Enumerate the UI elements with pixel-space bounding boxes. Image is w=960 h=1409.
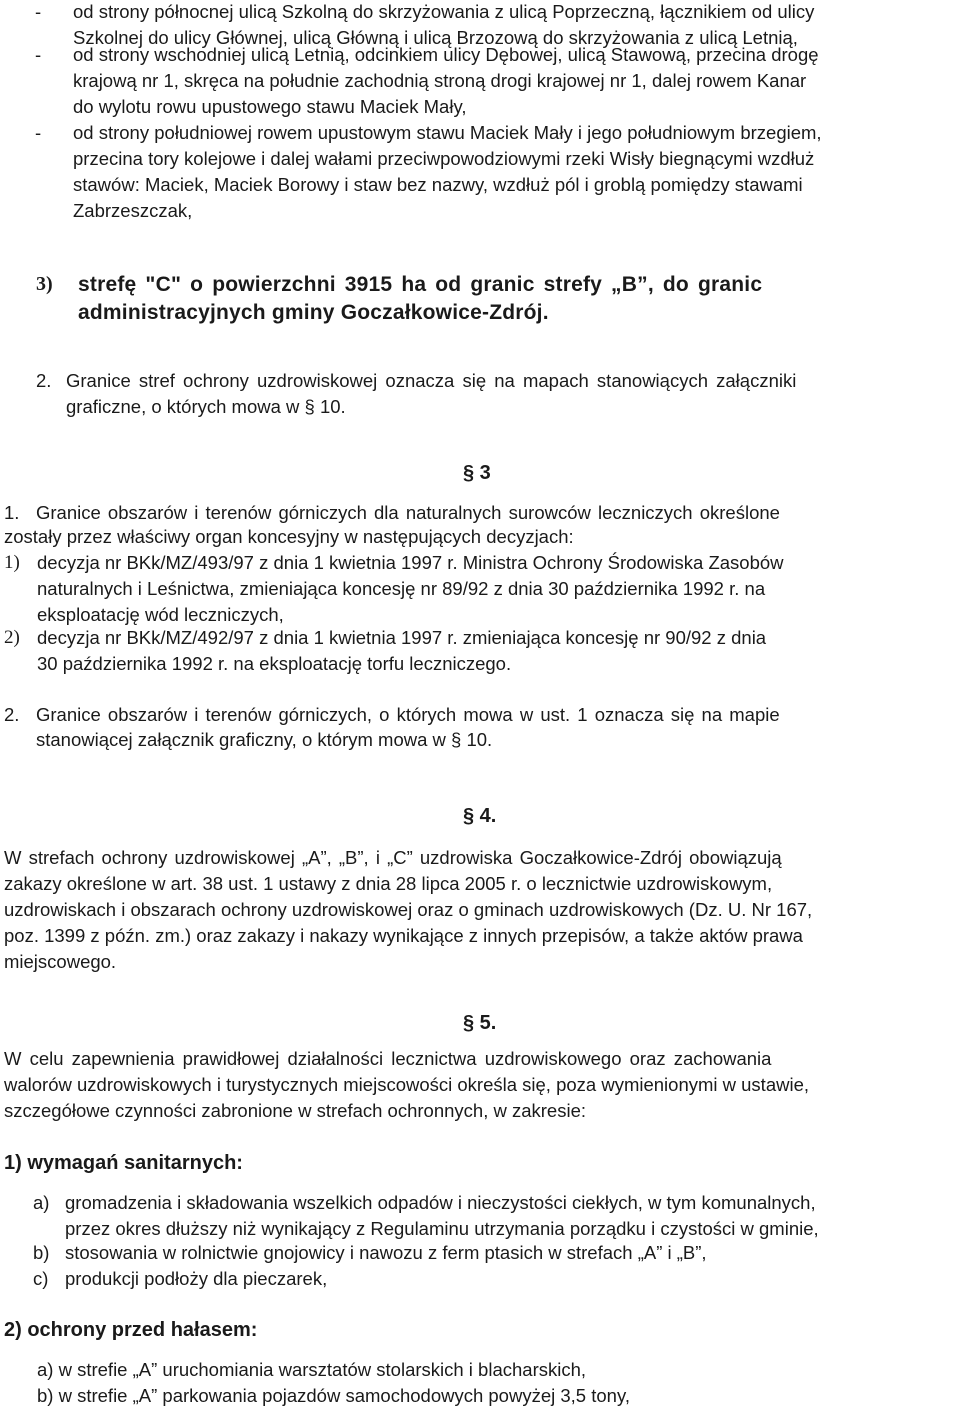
text-line: od strony wschodniej ulicą Letnią, odcinkiem ulicy Dębowej, ulicą Stawową, przecina drogę [73, 44, 819, 65]
paragraph-number: 1. [4, 502, 20, 523]
subsection-heading: 2) ochrony przed hałasem: [4, 1319, 258, 1341]
text-line: Granice stref ochrony uzdrowiskowej oznacza się na mapach stanowiących załączniki [66, 370, 797, 391]
text-line: do wylotu rowu upustowego stawu Maciek Mały, [73, 96, 467, 117]
list-dash: - [35, 1, 42, 22]
list-dash: - [35, 44, 42, 65]
text-line: naturalnych i Leśnictwa, zmieniająca koncesję nr 89/92 z dnia 30 października 1992 r. na [37, 578, 766, 599]
list-item: b) w strefie „A” parkowania pojazdów samochodowych powyżej 3,5 tony, [37, 1385, 630, 1406]
text-line: Szkolnej do ulicy Głównej, ulicą Główną i ulicą Brzozową do skrzyżowania z ulicą Letnią, [73, 27, 798, 48]
item-label: b) [33, 1242, 50, 1263]
section-title: § 5. [463, 1012, 497, 1034]
text-line: od strony północnej ulicą Szkolną do skrzyżowania z ulicą Poprzeczną, łącznikiem od ulicy [73, 1, 815, 22]
noise-list [37, 1357, 957, 1409]
paragraph-number: 2. [4, 704, 20, 725]
item-number: 3) [36, 273, 53, 295]
text-line: Granice obszarów i terenów górniczych, o których mowa w ust. 1 oznacza się na mapie [36, 704, 780, 725]
text-line: przecina tory kolejowe i dalej wałami przeciwpowodziowymi rzeki Wisły biegnącymi wzdłuż [73, 148, 815, 169]
text-line: 30 października 1992 r. na eksploatację torfu leczniczego. [37, 653, 512, 674]
item-label: 2) [4, 627, 20, 648]
zone-c-line: administracyjnych gminy Goczałkowice-Zdrój. [78, 301, 549, 324]
text-line: W strefach ochrony uzdrowiskowej „A”, „B”, i „C” uzdrowiska Goczałkowice-Zdrój obowiązują [4, 847, 782, 868]
text-line: W celu zapewnienia prawidłowej działalności lecznictwa uzdrowiskowego oraz zachowania [4, 1048, 772, 1069]
text-line: zakazy określone w art. 38 ust. 1 ustawy z dnia 28 lipca 2005 r. o lecznictwie uzdrowiskowym, [4, 873, 773, 894]
text-line: miejscowego. [4, 951, 117, 972]
list-item: a) w strefie „A” uruchomiania warsztatów stolarskich i blacharskich, [37, 1359, 587, 1380]
paragraph-number: 2. [36, 370, 52, 391]
text-line: stawów: Maciek, Maciek Borowy i staw bez nazwy, wzdłuż pól i groblą pomiędzy stawami [73, 174, 803, 195]
subsection-heading: 1) wymagań sanitarnych: [4, 1152, 243, 1174]
text-line: stosowania w rolnictwie gnojowicy i nawozu z ferm ptasich w strefach „A” i „B”, [65, 1242, 707, 1263]
zone-c-line: strefę "C" o powierzchni 3915 ha od granic strefy „B”, do granic [78, 273, 763, 296]
text-line: walorów uzdrowiskowych i turystycznych miejscowości określa się, poza wymienionymi w ustawie, [4, 1074, 810, 1095]
text-line: decyzja nr BKk/MZ/492/97 z dnia 1 kwietnia 1997 r. zmieniająca koncesję nr 90/92 z dnia [37, 627, 767, 648]
text-line: szczegółowe czynności zabronione w strefach ochronnych, w zakresie: [4, 1100, 587, 1121]
text-line: stanowiącej załącznik graficzny, o którym mowa w § 10. [36, 729, 493, 750]
text-line: produkcji podłoży dla pieczarek, [65, 1268, 328, 1289]
item-label: c) [33, 1268, 49, 1289]
text-line: zostały przez właściwy organ koncesyjny w następujących decyzjach: [4, 526, 574, 547]
section-5-intro [4, 1046, 958, 1124]
text-line: Granice obszarów i terenów górniczych dla naturalnych surowców leczniczych określone [36, 502, 780, 523]
text-line: Zabrzeszczak, [73, 200, 193, 221]
text-line: poz. 1399 z późn. zm.) oraz zakazy i nakazy wynikające z innych przepisów, a także aktów prawa [4, 925, 803, 946]
section-title: § 4. [463, 805, 497, 827]
text-line: uzdrowiskach i obszarach ochrony uzdrowiskowej oraz o gminach uzdrowiskowych (Dz. U. Nr 167, [4, 899, 813, 920]
text-line: krajową nr 1, skręca na południe zachodnią stroną drogi krajowej nr 1, dalej rowem Kanar [73, 70, 807, 91]
text-line: decyzja nr BKk/MZ/493/97 z dnia 1 kwietnia 1997 r. Ministra Ochrony Środowiska Zasobów [37, 552, 784, 573]
text-line: eksploatację wód leczniczych, [37, 604, 284, 625]
section-4-body [4, 845, 958, 975]
item-label: a) [33, 1192, 50, 1213]
text-line: graficzne, o których mowa w § 10. [66, 396, 346, 417]
item-label: 1) [4, 552, 20, 573]
list-dash: - [35, 122, 42, 143]
text-line: od strony południowej rowem upustowym stawu Maciek Mały i jego południowym brzegiem, [73, 122, 822, 143]
text-line: gromadzenia i składowania wszelkich odpadów i nieczystości ciekłych, w tym komunalnych, [65, 1192, 816, 1213]
text-line: przez okres dłuższy niż wynikający z Regulaminu utrzymania porządku i czystości w gminie, [65, 1218, 819, 1239]
section-title: § 3 [463, 462, 491, 484]
